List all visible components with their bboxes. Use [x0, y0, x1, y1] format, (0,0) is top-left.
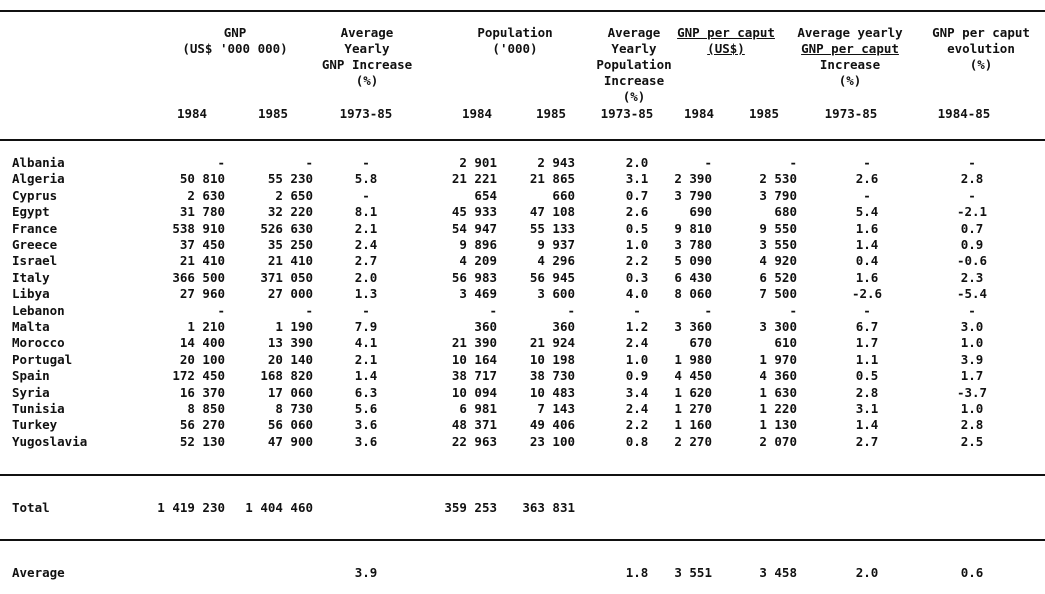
table-cell: 9 937 [537, 237, 575, 252]
table-cell: 52 130 [179, 434, 225, 449]
table-cell: 20 100 [179, 352, 225, 367]
column-header-gnp [150, 25, 320, 57]
table-cell: - [305, 303, 313, 318]
table-cell: 610 [774, 335, 797, 350]
table-cell: 1.7 [960, 368, 984, 383]
column-header-line: evolution [947, 41, 1015, 56]
table-cell: 2.6 [625, 204, 649, 219]
table-cell: 1 980 [674, 352, 712, 367]
table-cell: 17 060 [267, 385, 313, 400]
table-cell: 50 810 [179, 171, 225, 186]
column-header-gnp_increase [312, 25, 422, 89]
country-name: Tunisia [12, 401, 65, 416]
table-cell: 670 [689, 335, 712, 350]
column-header-line: Average [340, 25, 394, 40]
country-name: Italy [12, 270, 50, 285]
table-cell: 690 [689, 204, 712, 219]
table-cell: 2.7 [354, 253, 378, 268]
total-label: Total [12, 500, 50, 515]
table-cell: 27 960 [179, 286, 225, 301]
table-cell: 1.0 [625, 352, 649, 367]
table-cell: - [863, 188, 871, 203]
table-cell: 21 410 [179, 253, 225, 268]
average-cell: 2.0 [855, 565, 879, 580]
table-cell: 538 910 [172, 221, 225, 236]
country-name: Egypt [12, 204, 50, 219]
table-cell: 360 [474, 319, 497, 334]
table-cell: 3.6 [354, 417, 378, 432]
average-cell: 1.8 [625, 565, 649, 580]
table-cell: - [968, 188, 976, 203]
table-cell: 1.0 [960, 401, 984, 416]
column-header-line: Increase [819, 57, 881, 72]
table-cell: 45 933 [451, 204, 497, 219]
year-subheader: 1985 [748, 106, 780, 121]
table-cell: 21 410 [267, 253, 313, 268]
table-cell: 2 943 [537, 155, 575, 170]
table-cell: 23 100 [529, 434, 575, 449]
table-cell: 10 198 [529, 352, 575, 367]
column-header-line: (%) [622, 89, 646, 104]
table-cell: 168 820 [260, 368, 313, 383]
table-cell: 20 140 [267, 352, 313, 367]
table-cell: 2.7 [855, 434, 879, 449]
table-cell: 1.2 [625, 319, 649, 334]
table-cell: - [863, 303, 871, 318]
total-cell: 363 831 [522, 500, 575, 515]
column-header-line: Average [607, 25, 661, 40]
year-subheader: 1973-85 [824, 106, 878, 121]
table-cell: 32 220 [267, 204, 313, 219]
table-cell: 9 550 [759, 221, 797, 236]
table-cell: 2 630 [187, 188, 225, 203]
table-cell: 6.3 [354, 385, 378, 400]
column-header-gnp_pc_increase [784, 25, 916, 89]
table-cell: 371 050 [260, 270, 313, 285]
table-cell: 654 [474, 188, 497, 203]
average-cell: 3 551 [674, 565, 712, 580]
table-cell: 0.5 [625, 221, 649, 236]
table-cell: 2.8 [960, 417, 984, 432]
table-cell: 3 469 [459, 286, 497, 301]
table-cell: 38 730 [529, 368, 575, 383]
table-cell: 0.7 [960, 221, 984, 236]
table-cell: - [567, 303, 575, 318]
country-name: Turkey [12, 417, 58, 432]
table-cell: -3.7 [956, 385, 988, 400]
table-cell: 55 230 [267, 171, 313, 186]
table-cell: 6.7 [855, 319, 879, 334]
table-cell: - [968, 155, 976, 170]
table-cell: 5 090 [674, 253, 712, 268]
column-header-line: Increase [603, 73, 665, 88]
table-cell: 8 730 [275, 401, 313, 416]
table-cell: 22 963 [451, 434, 497, 449]
table-cell: 54 947 [451, 221, 497, 236]
table-cell: - [863, 155, 871, 170]
table-cell: - [362, 188, 370, 203]
average-label: Average [12, 565, 65, 580]
total-cell: 1 404 460 [245, 500, 313, 515]
table-cell: 56 060 [267, 417, 313, 432]
table-cell: 1.1 [855, 352, 879, 367]
table-cell: 2.8 [855, 385, 879, 400]
average-cell: 3.9 [354, 565, 378, 580]
year-subheader: 1984 [683, 106, 715, 121]
table-cell: 1 970 [759, 352, 797, 367]
table-cell: 2 270 [674, 434, 712, 449]
country-name: Cyprus [12, 188, 58, 203]
country-name: Portugal [12, 352, 73, 367]
column-header-line: Population [477, 25, 553, 40]
table-cell: 4 450 [674, 368, 712, 383]
table-cell: 3 550 [759, 237, 797, 252]
table-cell: 3.6 [354, 434, 378, 449]
table-cell: 10 483 [529, 385, 575, 400]
table-cell: 21 865 [529, 171, 575, 186]
table-cell: 8 850 [187, 401, 225, 416]
table-cell: 47 900 [267, 434, 313, 449]
average-rule [0, 539, 1045, 541]
column-header-line: (US$) [707, 41, 745, 56]
country-name: Algeria [12, 171, 65, 186]
table-cell: 0.3 [625, 270, 649, 285]
country-name: Libya [12, 286, 50, 301]
table-cell: 1.6 [855, 221, 879, 236]
table-cell: 3 780 [674, 237, 712, 252]
table-cell: 2 901 [459, 155, 497, 170]
table-cell: 1 620 [674, 385, 712, 400]
total-cell: 1 419 230 [157, 500, 225, 515]
table-cell: 3.4 [625, 385, 649, 400]
table-cell: 1 190 [275, 319, 313, 334]
average-cell: 3 458 [759, 565, 797, 580]
table-cell: - [217, 155, 225, 170]
table-cell: 56 270 [179, 417, 225, 432]
table-cell: - [968, 303, 976, 318]
table-cell: 1 630 [759, 385, 797, 400]
table-cell: 48 371 [451, 417, 497, 432]
table-cell: 10 164 [451, 352, 497, 367]
country-name: Syria [12, 385, 50, 400]
table-cell: 660 [552, 188, 575, 203]
table-cell: 1.0 [960, 335, 984, 350]
table-cell: 3.9 [960, 352, 984, 367]
table-cell: 5.6 [354, 401, 378, 416]
table-cell: 4 209 [459, 253, 497, 268]
column-header-line: Yearly [611, 41, 657, 56]
table-cell: 56 945 [529, 270, 575, 285]
table-cell: 2.2 [625, 253, 649, 268]
country-name: Israel [12, 253, 58, 268]
table-cell: 1 210 [187, 319, 225, 334]
table-cell: 1.4 [855, 417, 879, 432]
table-cell: 8.1 [354, 204, 378, 219]
country-name: France [12, 221, 58, 236]
table-cell: 16 370 [179, 385, 225, 400]
column-header-population [440, 25, 590, 57]
table-cell: 1 220 [759, 401, 797, 416]
table-cell: 1.3 [354, 286, 378, 301]
table-cell: 0.4 [855, 253, 879, 268]
table-cell: 2.6 [855, 171, 879, 186]
header-rule [0, 139, 1045, 141]
table-cell: - [305, 155, 313, 170]
table-cell: 3.1 [625, 171, 649, 186]
total-cell: 359 253 [444, 500, 497, 515]
table-cell: 3 790 [759, 188, 797, 203]
table-cell: 526 630 [260, 221, 313, 236]
column-header-line: GNP [223, 25, 247, 40]
table-cell: 1 130 [759, 417, 797, 432]
table-cell: 21 221 [451, 171, 497, 186]
table-cell: 27 000 [267, 286, 313, 301]
table-cell: 47 108 [529, 204, 575, 219]
table-cell: 37 450 [179, 237, 225, 252]
table-cell: - [362, 303, 370, 318]
table-cell: 14 400 [179, 335, 225, 350]
table-cell: 21 924 [529, 335, 575, 350]
table-cell: 2 390 [674, 171, 712, 186]
year-subheader: 1984 [461, 106, 493, 121]
table-cell: 2.2 [625, 417, 649, 432]
country-name: Lebanon [12, 303, 65, 318]
table-cell: 2 070 [759, 434, 797, 449]
table-cell: 55 133 [529, 221, 575, 236]
table-cell: 2.1 [354, 352, 378, 367]
column-header-line: (%) [838, 73, 862, 88]
year-subheader: 1973-85 [600, 106, 654, 121]
table-cell: - [789, 303, 797, 318]
column-header-line: (US$ '000 000) [182, 41, 288, 56]
total-rule [0, 474, 1045, 476]
column-header-line: ('000) [492, 41, 538, 56]
table-cell: 2 650 [275, 188, 313, 203]
table-cell: -0.6 [956, 253, 988, 268]
table-cell: 8 060 [674, 286, 712, 301]
table-cell: 56 983 [451, 270, 497, 285]
year-subheader: 1984-85 [937, 106, 991, 121]
table-cell: 2.5 [960, 434, 984, 449]
table-cell: - [633, 303, 641, 318]
table-cell: 0.9 [625, 368, 649, 383]
table-cell: 3.1 [855, 401, 879, 416]
table-cell: 7 500 [759, 286, 797, 301]
table-cell: 3 600 [537, 286, 575, 301]
table-cell: 2.0 [354, 270, 378, 285]
table-cell: 7 143 [537, 401, 575, 416]
table-cell: - [704, 303, 712, 318]
table-cell: 10 094 [451, 385, 497, 400]
table-cell: 0.9 [960, 237, 984, 252]
column-header-line: GNP Increase [321, 57, 413, 72]
table-cell: - [789, 155, 797, 170]
year-subheader: 1985 [535, 106, 567, 121]
table-cell: 3 300 [759, 319, 797, 334]
country-name: Morocco [12, 335, 65, 350]
table-cell: 4 360 [759, 368, 797, 383]
table-cell: 2.4 [625, 401, 649, 416]
table-cell: 1 270 [674, 401, 712, 416]
column-header-gnp_pc_evolution [918, 25, 1044, 73]
table-cell: 366 500 [172, 270, 225, 285]
table-cell: 360 [552, 319, 575, 334]
column-header-line: (%) [355, 73, 379, 88]
table-cell: 6 520 [759, 270, 797, 285]
column-header-line: (%) [969, 57, 993, 72]
table-cell: 1.4 [354, 368, 378, 383]
table-cell: 1 160 [674, 417, 712, 432]
table-cell: 6 430 [674, 270, 712, 285]
table-cell: 49 406 [529, 417, 575, 432]
table-cell: 35 250 [267, 237, 313, 252]
column-header-line: Population [596, 57, 672, 72]
country-name: Greece [12, 237, 58, 252]
table-cell: -2.6 [851, 286, 883, 301]
country-name: Malta [12, 319, 50, 334]
table-cell: 2.3 [960, 270, 984, 285]
table-cell: - [362, 155, 370, 170]
average-cell: 0.6 [960, 565, 984, 580]
table-cell: 6 981 [459, 401, 497, 416]
top-rule [0, 10, 1045, 12]
table-cell: 1.4 [855, 237, 879, 252]
table-cell: 31 780 [179, 204, 225, 219]
table-cell: 2.0 [625, 155, 649, 170]
table-cell: 21 390 [451, 335, 497, 350]
table-cell: -5.4 [956, 286, 988, 301]
table-cell: 2.1 [354, 221, 378, 236]
table-cell: 0.7 [625, 188, 649, 203]
table-cell: 5.8 [354, 171, 378, 186]
table-cell: 172 450 [172, 368, 225, 383]
table-cell: 0.5 [855, 368, 879, 383]
table-cell: 3 790 [674, 188, 712, 203]
country-name: Albania [12, 155, 65, 170]
table-cell: 2.8 [960, 171, 984, 186]
column-header-gnp_per_caput [664, 25, 788, 57]
table-cell: - [704, 155, 712, 170]
column-header-line: GNP per caput [932, 25, 1030, 40]
table-cell: -2.1 [956, 204, 988, 219]
table-cell: 9 810 [674, 221, 712, 236]
column-header-line: Yearly [344, 41, 390, 56]
table-cell: 1.6 [855, 270, 879, 285]
table-cell: 3 360 [674, 319, 712, 334]
table-cell: 0.8 [625, 434, 649, 449]
table-cell: 4 296 [537, 253, 575, 268]
table-cell: 2.4 [625, 335, 649, 350]
table-cell: - [217, 303, 225, 318]
table-cell: 7.9 [354, 319, 378, 334]
table-cell: 5.4 [855, 204, 879, 219]
table-cell: 4 920 [759, 253, 797, 268]
table-cell: 38 717 [451, 368, 497, 383]
year-subheader: 1973-85 [339, 106, 393, 121]
year-subheader: 1984 [176, 106, 208, 121]
table-cell: 680 [774, 204, 797, 219]
table-cell: 13 390 [267, 335, 313, 350]
table-cell: 2.4 [354, 237, 378, 252]
table-cell: - [489, 303, 497, 318]
country-name: Spain [12, 368, 50, 383]
table-cell: 4.1 [354, 335, 378, 350]
table-cell: 2 530 [759, 171, 797, 186]
table-cell: 1.7 [855, 335, 879, 350]
table-cell: 1.0 [625, 237, 649, 252]
column-header-line: GNP per caput [801, 41, 899, 56]
table-cell: 9 896 [459, 237, 497, 252]
year-subheader: 1985 [257, 106, 289, 121]
country-name: Yugoslavia [12, 434, 88, 449]
column-header-line: Average yearly [797, 25, 903, 40]
table-cell: 4.0 [625, 286, 649, 301]
column-header-line: GNP per caput [677, 25, 775, 40]
table-cell: 3.0 [960, 319, 984, 334]
